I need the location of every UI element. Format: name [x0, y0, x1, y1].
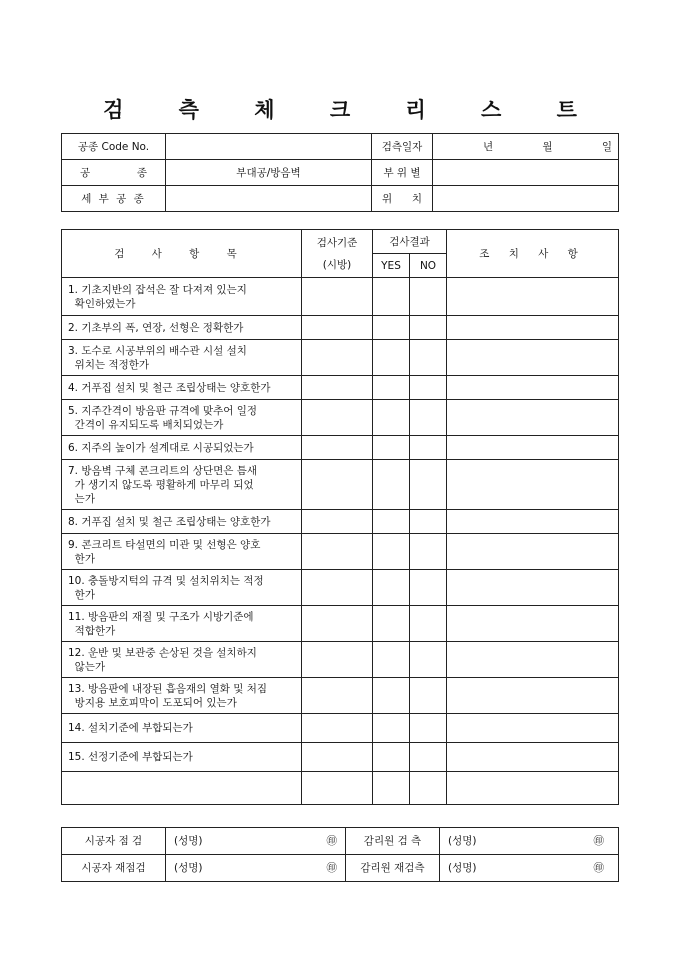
table-row	[62, 400, 619, 436]
action-cell[interactable]	[447, 340, 619, 376]
seal-icon: ㊞	[326, 835, 337, 847]
table-row	[62, 534, 619, 570]
sign-label: (성명)	[174, 835, 203, 847]
table-row	[62, 772, 619, 805]
standard-cell[interactable]	[302, 772, 373, 805]
contractor-recheck-label: 시공자 재점검	[62, 855, 166, 882]
seal-icon: ㊞	[593, 835, 604, 847]
code-label: 공종 Code No.	[62, 134, 166, 160]
sign-label: (성명)	[174, 862, 203, 874]
no-cell[interactable]	[410, 743, 447, 772]
standard-cell[interactable]	[302, 400, 373, 436]
no-cell[interactable]	[410, 570, 447, 606]
page-title: 검 측 체 크 리 스 트	[103, 97, 601, 122]
inspection-item-text: 8. 거푸집 설치 및 철근 조립상태는 양호한가	[62, 510, 302, 534]
header-no: NO	[410, 254, 447, 278]
action-cell[interactable]	[447, 436, 619, 460]
inspection-item-text: 12. 운반 및 보관중 손상된 것을 설치하지 않는가	[62, 642, 302, 678]
work-type-label: 공 종	[62, 160, 166, 186]
inspection-table	[61, 229, 619, 805]
standard-cell[interactable]	[302, 743, 373, 772]
action-cell[interactable]	[447, 460, 619, 510]
yes-cell[interactable]	[373, 400, 410, 436]
no-cell[interactable]	[410, 534, 447, 570]
sign-label: (성명)	[448, 835, 477, 847]
table-row	[62, 436, 619, 460]
detail-work-value[interactable]	[166, 186, 372, 212]
yes-cell[interactable]	[373, 772, 410, 805]
standard-cell[interactable]	[302, 278, 373, 316]
yes-cell[interactable]	[373, 316, 410, 340]
no-cell[interactable]	[410, 642, 447, 678]
yes-cell[interactable]	[373, 376, 410, 400]
standard-cell[interactable]	[302, 570, 373, 606]
table-row	[62, 278, 619, 316]
standard-cell[interactable]	[302, 436, 373, 460]
action-cell[interactable]	[447, 678, 619, 714]
inspection-item-text: 14. 설치기준에 부합되는가	[62, 714, 302, 743]
date-year-label: 년	[483, 140, 494, 153]
no-cell[interactable]	[410, 510, 447, 534]
action-cell[interactable]	[447, 570, 619, 606]
header-inspection-item: 검 사 항 목	[62, 230, 302, 278]
action-cell[interactable]	[447, 606, 619, 642]
no-cell[interactable]	[410, 340, 447, 376]
yes-cell[interactable]	[373, 606, 410, 642]
yes-cell[interactable]	[373, 570, 410, 606]
signature-table	[61, 827, 619, 882]
date-month-label: 월	[542, 140, 553, 153]
yes-cell[interactable]	[373, 743, 410, 772]
inspection-item-text: 10. 충돌방지턱의 규격 및 설치위치는 적정 한가	[62, 570, 302, 606]
standard-cell[interactable]	[302, 460, 373, 510]
detail-work-label: 세 부 공 종	[62, 186, 166, 212]
table-row	[62, 316, 619, 340]
table-row	[62, 606, 619, 642]
supervisor-recheck-label: 감리원 재검측	[346, 855, 440, 882]
inspection-item-text	[62, 772, 302, 805]
action-cell[interactable]	[447, 642, 619, 678]
header-yes: YES	[373, 254, 410, 278]
no-cell[interactable]	[410, 772, 447, 805]
contractor-recheck-sign-field[interactable]	[166, 855, 346, 882]
inspection-item-text: 15. 선정기준에 부합되는가	[62, 743, 302, 772]
seal-icon: ㊞	[326, 862, 337, 874]
yes-cell[interactable]	[373, 714, 410, 743]
sign-label: (성명)	[448, 862, 477, 874]
date-day-label: 일	[601, 140, 612, 153]
location-value-field[interactable]	[433, 186, 619, 212]
location-label: 위 치	[372, 186, 433, 212]
table-row	[62, 678, 619, 714]
no-cell[interactable]	[410, 278, 447, 316]
standard-cell[interactable]	[302, 678, 373, 714]
no-cell[interactable]	[410, 606, 447, 642]
yes-cell[interactable]	[373, 278, 410, 316]
date-field[interactable]	[433, 134, 619, 160]
inspection-item-text: 9. 콘크리트 타설면의 미관 및 선형은 양호 한가	[62, 534, 302, 570]
action-cell[interactable]	[447, 376, 619, 400]
inspection-item-text: 5. 지주간격이 방음판 규격에 맞추어 일정 간격이 유지되도록 배치되었는가	[62, 400, 302, 436]
part-label: 부 위 별	[372, 160, 433, 186]
table-row	[62, 510, 619, 534]
date-label: 검측일자	[372, 134, 433, 160]
table-row	[62, 743, 619, 772]
no-cell[interactable]	[410, 460, 447, 510]
inspection-item-text: 6. 지주의 높이가 설계대로 시공되었는가	[62, 436, 302, 460]
action-cell[interactable]	[447, 534, 619, 570]
contractor-check-label: 시공자 점 검	[62, 828, 166, 855]
no-cell[interactable]	[410, 400, 447, 436]
yes-cell[interactable]	[373, 460, 410, 510]
standard-cell[interactable]	[302, 376, 373, 400]
work-type-value[interactable]: 부대공/방음벽	[166, 160, 372, 186]
standard-cell[interactable]	[302, 534, 373, 570]
no-cell[interactable]	[410, 436, 447, 460]
no-cell[interactable]	[410, 678, 447, 714]
table-row	[62, 642, 619, 678]
action-cell[interactable]	[447, 714, 619, 743]
standard-cell[interactable]	[302, 642, 373, 678]
no-cell[interactable]	[410, 316, 447, 340]
standard-cell[interactable]	[302, 714, 373, 743]
action-cell[interactable]	[447, 743, 619, 772]
standard-cell[interactable]	[302, 340, 373, 376]
action-cell[interactable]	[447, 510, 619, 534]
action-cell[interactable]	[447, 400, 619, 436]
table-row	[62, 340, 619, 376]
action-cell[interactable]	[447, 278, 619, 316]
action-cell[interactable]	[447, 316, 619, 340]
inspection-item-text: 3. 도수로 시공부위의 배수관 시설 설치 위치는 적정한가	[62, 340, 302, 376]
inspection-item-text: 2. 기초부의 폭, 연장, 선형은 정확한가	[62, 316, 302, 340]
inspection-item-text: 11. 방음판의 재질 및 구조가 시방기준에 적합한가	[62, 606, 302, 642]
no-cell[interactable]	[410, 376, 447, 400]
yes-cell[interactable]	[373, 678, 410, 714]
yes-cell[interactable]	[373, 436, 410, 460]
table-row	[62, 714, 619, 743]
contractor-check-sign-field[interactable]	[166, 828, 346, 855]
supervisor-check-label: 감리원 검 측	[346, 828, 440, 855]
inspection-item-text: 1. 기초지반의 잡석은 잘 다져져 있는지 확인하였는가	[62, 278, 302, 316]
supervisor-recheck-sign-field[interactable]	[440, 855, 619, 882]
yes-cell[interactable]	[373, 340, 410, 376]
part-value-field[interactable]	[433, 160, 619, 186]
info-table	[61, 133, 619, 212]
table-row	[62, 570, 619, 606]
standard-cell[interactable]	[302, 606, 373, 642]
standard-cell[interactable]	[302, 510, 373, 534]
seal-icon: ㊞	[593, 862, 604, 874]
header-result: 검사결과	[373, 230, 447, 254]
standard-cell[interactable]	[302, 316, 373, 340]
inspection-item-text: 4. 거푸집 설치 및 철근 조립상태는 양호한가	[62, 376, 302, 400]
no-cell[interactable]	[410, 714, 447, 743]
header-standard: 검사기준 (시방)	[302, 230, 373, 278]
yes-cell[interactable]	[373, 534, 410, 570]
yes-cell[interactable]	[373, 642, 410, 678]
action-cell[interactable]	[447, 772, 619, 805]
table-row	[62, 376, 619, 400]
table-row	[62, 460, 619, 510]
supervisor-check-sign-field[interactable]	[440, 828, 619, 855]
code-value-field[interactable]	[166, 134, 372, 160]
yes-cell[interactable]	[373, 510, 410, 534]
inspection-item-text: 7. 방음벽 구체 콘크리트의 상단면은 틈새 가 생기지 않도록 평활하게 마무리 되었 는가	[62, 460, 302, 510]
inspection-item-text: 13. 방음판에 내장된 흡음재의 열화 및 처짐 방지용 보호피막이 도포되어 있는가	[62, 678, 302, 714]
header-action: 조 치 사 항	[447, 230, 619, 278]
